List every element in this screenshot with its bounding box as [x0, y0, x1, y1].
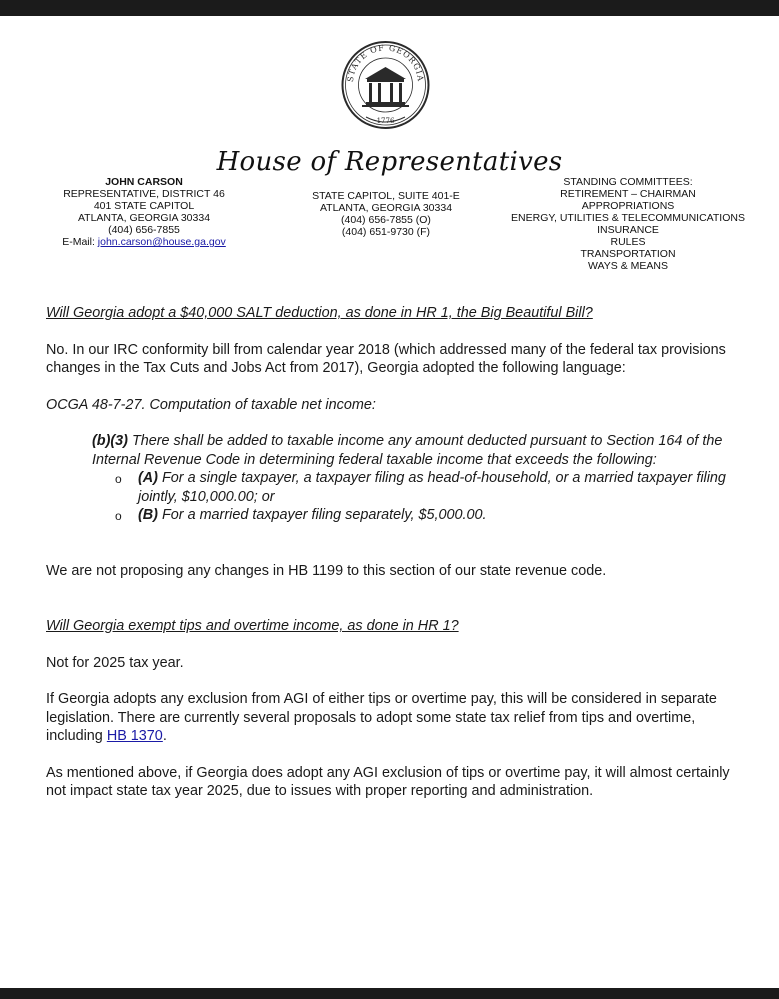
- bullet-b-label: (B): [138, 507, 158, 523]
- committee-item: APPROPRIATIONS: [581, 200, 675, 212]
- committee-item: RULES: [610, 236, 646, 248]
- bullet-b-text: For a married taxpayer filing separately, $5,000.00.: [157, 507, 487, 523]
- hb-1370-link[interactable]: HB 1370: [106, 728, 163, 744]
- capitol-office-phone: (404) 656-7855 (O): [341, 214, 431, 226]
- seal-year: 1776: [376, 117, 395, 125]
- representative-name: JOHN CARSON: [105, 176, 183, 188]
- committees-heading: STANDING COMMITTEES:: [563, 176, 693, 188]
- committee-item: RETIREMENT – CHAIRMAN: [560, 188, 696, 200]
- bullet-a-text: For a single taxpayer, a taxpayer filing as head-of-household, or a married taxpayer filing jointly, $10,000.00; or: [138, 470, 726, 505]
- committee-item: WAYS & MEANS: [588, 260, 668, 272]
- capitol-contact-block: [276, 190, 496, 238]
- committee-item: TRANSPORTATION: [580, 248, 676, 260]
- answer-tips: Not for 2025 tax year.: [46, 654, 184, 671]
- tips-legislation-end: .: [162, 728, 167, 744]
- capitol-suite: STATE CAPITOL, SUITE 401-E: [312, 190, 460, 202]
- capitol-city: ATLANTA, GEORGIA 30334: [319, 202, 453, 214]
- email-link[interactable]: john.carson@house.ga.gov: [97, 236, 226, 248]
- office-city: ATLANTA, GEORGIA 30334: [77, 212, 211, 224]
- quote-text: There shall be added to taxable income any amount deducted pursuant to Section 164 of the Internal Revenue Code in determining federal taxable income that exceeds the following:: [92, 433, 723, 468]
- chamber-title: House of Representatives: [216, 147, 563, 177]
- code-bullet-b: [115, 506, 736, 525]
- office-phone: (404) 656-7855: [108, 224, 180, 236]
- letter-body: [46, 304, 736, 801]
- georgia-state-seal-icon: [340, 39, 431, 144]
- committees-block: [500, 176, 756, 272]
- quote-label: (b)(3): [92, 433, 128, 449]
- code-quote: [92, 432, 736, 469]
- top-black-bar: [0, 0, 779, 16]
- letterhead-page: [0, 16, 779, 988]
- representative-title: REPRESENTATIVE, DISTRICT 46: [63, 188, 225, 200]
- capitol-fax: (404) 651-9730 (F): [341, 226, 431, 238]
- email-line: [34, 236, 254, 248]
- hb-note: We are not proposing any changes in HB 1199 to this section of our state revenue code.: [46, 562, 607, 579]
- tips-legislation-text: If Georgia adopts any exclusion from AGI of either tips or overtime pay, this will be considered in separate legislation. There are currently several proposals to adopt some state tax relief from tips and overtime, including: [46, 691, 717, 744]
- email-label: E-Mail:: [62, 236, 98, 248]
- representative-contact-block: [34, 176, 254, 248]
- question-salt: Will Georgia adopt a $40,000 SALT deduction, as done in HR 1, the Big Beautiful Bill?: [46, 305, 593, 321]
- question-tips: Will Georgia exempt tips and overtime income, as done in HR 1?: [46, 618, 459, 634]
- bullet-a-label: (A): [138, 470, 158, 486]
- committee-item: INSURANCE: [597, 224, 659, 236]
- bullet-glyph: o: [115, 509, 122, 523]
- bullet-glyph: o: [115, 472, 122, 486]
- answer-salt: No. In our IRC conformity bill from calendar year 2018 (which addressed many of the federal tax provisions changes in the Tax Cuts and Jobs Act from 2017), Georgia adopted the following language:: [46, 341, 726, 376]
- seal-ring-text: STATE OF GEORGIA: [345, 43, 426, 83]
- tips-legislation-paragraph: [46, 690, 736, 746]
- code-bullet-a: [115, 469, 736, 506]
- committee-item: ENERGY, UTILITIES & TELECOMMUNICATIONS: [511, 212, 745, 224]
- bottom-black-bar: [0, 988, 779, 999]
- code-reference: OCGA 48-7-27. Computation of taxable net income:: [46, 396, 376, 413]
- office-address: 401 STATE CAPITOL: [93, 200, 195, 212]
- closing-paragraph: As mentioned above, if Georgia does adopt any AGI exclusion of tips or overtime pay, it will almost certainly not impact state tax year 2025, due to issues with proper reporting and administration.: [46, 764, 730, 799]
